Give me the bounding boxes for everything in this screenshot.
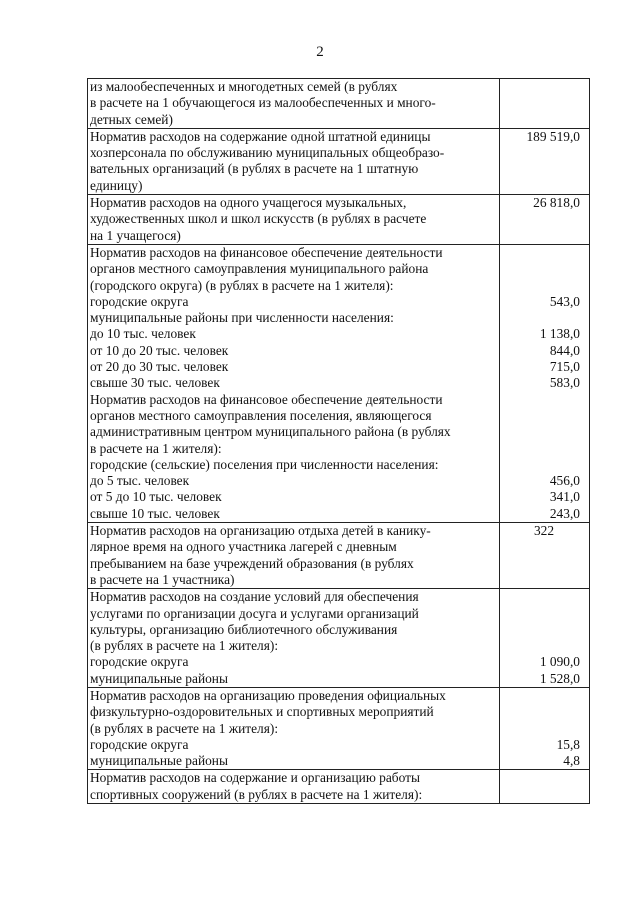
value-line: 583,0 bbox=[549, 375, 580, 391]
description-line: пребыванием на базе учреждений образования (в рублях bbox=[90, 555, 414, 571]
description-line: муниципальные районы bbox=[90, 753, 228, 769]
value-line: 243,0 bbox=[549, 505, 580, 521]
value-line bbox=[502, 79, 586, 95]
description-line: городские округа bbox=[90, 736, 189, 752]
table-row bbox=[88, 687, 590, 769]
norm-value-cell bbox=[500, 244, 590, 522]
page-number: 2 bbox=[316, 44, 324, 60]
description-line: административным центром муниципального района (в рублях bbox=[90, 424, 451, 440]
value-line bbox=[502, 278, 586, 294]
table-row bbox=[88, 79, 590, 129]
description-line: в расчете на 1 участника) bbox=[90, 571, 235, 587]
description-line: до 5 тыс. человек bbox=[90, 473, 190, 489]
description-line: из малообеспеченных и многодетных семей (в рублях bbox=[90, 79, 398, 94]
value-line bbox=[502, 95, 586, 111]
description-line: лярное время на одного участника лагерей с дневным bbox=[90, 539, 397, 555]
description-line: от 20 до 30 тыс. человек bbox=[90, 359, 229, 375]
value-line bbox=[502, 539, 586, 555]
value-line: 4,8 bbox=[563, 753, 580, 769]
norms-table bbox=[87, 78, 590, 804]
value-line bbox=[502, 556, 586, 572]
value-line bbox=[502, 145, 586, 161]
description-line: Норматив расходов на организацию проведения официальных bbox=[90, 687, 446, 703]
value-line bbox=[502, 261, 586, 277]
norm-description-cell bbox=[88, 770, 500, 804]
table-row bbox=[88, 770, 590, 804]
value-line bbox=[502, 245, 586, 261]
value-line: 26 818,0 bbox=[533, 195, 580, 211]
description-line: спортивных сооружений (в рублях в расчете на 1 жителя): bbox=[90, 786, 423, 802]
norm-description-cell bbox=[88, 244, 500, 522]
description-line: Норматив расходов на финансовое обеспечение деятельности bbox=[90, 244, 443, 260]
norm-description-cell bbox=[88, 79, 500, 129]
value-line bbox=[502, 721, 586, 737]
value-line bbox=[502, 424, 586, 440]
table-row bbox=[88, 195, 590, 245]
value-line bbox=[502, 161, 586, 177]
value-line bbox=[502, 638, 586, 654]
value-line bbox=[502, 589, 586, 605]
value-line: 341,0 bbox=[549, 489, 580, 505]
norm-value-cell bbox=[500, 770, 590, 804]
description-line: муниципальные районы bbox=[90, 670, 228, 686]
norm-value-cell bbox=[500, 195, 590, 245]
value-line: 189 519,0 bbox=[526, 128, 580, 144]
description-line: хозперсонала по обслуживанию муниципальных общеобразо- bbox=[90, 145, 445, 161]
description-line: до 10 тыс. человек bbox=[90, 326, 196, 342]
value-line: 456,0 bbox=[549, 473, 580, 489]
value-line bbox=[502, 622, 586, 638]
table-row bbox=[88, 589, 590, 688]
norm-description-cell bbox=[88, 687, 500, 769]
value-line bbox=[502, 392, 586, 408]
norm-value-cell bbox=[500, 589, 590, 688]
value-line bbox=[502, 572, 586, 588]
description-line: (в рублях в расчете на 1 жителя): bbox=[90, 638, 279, 654]
value-line bbox=[502, 770, 586, 786]
norm-description-cell bbox=[88, 128, 500, 194]
value-line: 543,0 bbox=[549, 293, 580, 309]
description-line: услугами по организации досуга и услугами организаций bbox=[90, 605, 419, 621]
value-line bbox=[502, 441, 586, 457]
value-line: 15,8 bbox=[556, 736, 580, 752]
value-line: 1 138,0 bbox=[539, 326, 580, 342]
description-line: от 10 до 20 тыс. человек bbox=[90, 342, 229, 358]
value-line: 844,0 bbox=[549, 342, 580, 358]
description-line: Норматив расходов на финансовое обеспечение деятельности bbox=[90, 391, 443, 407]
description-line: городские (сельские) поселения при численности населения: bbox=[90, 456, 439, 472]
description-line: Норматив расходов на содержание одной штатной единицы bbox=[90, 128, 431, 144]
table-row bbox=[88, 523, 590, 589]
description-line: художественных школ и школ искусств (в рублях в расчете bbox=[90, 211, 427, 227]
norm-description-cell bbox=[88, 589, 500, 688]
description-line: муниципальные районы при численности населения: bbox=[90, 310, 394, 326]
description-line: городские округа bbox=[90, 654, 189, 670]
value-line: 1 090,0 bbox=[539, 654, 580, 670]
norm-value-cell bbox=[500, 79, 590, 129]
value-line bbox=[502, 787, 586, 803]
value-line bbox=[502, 112, 586, 128]
norm-description-cell bbox=[88, 523, 500, 589]
description-line: Норматив расходов на создание условий для обеспечения bbox=[90, 589, 419, 605]
value-line bbox=[502, 310, 586, 326]
description-line: городские округа bbox=[90, 293, 189, 309]
norm-value-cell bbox=[500, 128, 590, 194]
value-line bbox=[502, 688, 586, 704]
description-line: единицу) bbox=[90, 177, 143, 193]
description-line: свыше 30 тыс. человек bbox=[90, 375, 220, 391]
description-line: свыше 10 тыс. человек bbox=[90, 505, 220, 521]
value-line: 322 bbox=[533, 523, 555, 539]
description-line: Норматив расходов на содержание и организацию работы bbox=[90, 770, 420, 786]
value-line: 715,0 bbox=[549, 359, 580, 375]
value-line: 1 528,0 bbox=[539, 670, 580, 686]
norms-table-body bbox=[88, 79, 590, 804]
description-line: органов местного самоуправления поселения, являющегося bbox=[90, 407, 432, 423]
table-row bbox=[88, 128, 590, 194]
value-line bbox=[502, 211, 586, 227]
value-line bbox=[502, 228, 586, 244]
description-line: культуры, организацию библиотечного обслуживания bbox=[90, 621, 398, 637]
value-line bbox=[502, 408, 586, 424]
norm-value-cell bbox=[500, 523, 590, 589]
description-line: в расчете на 1 обучающегося из малообеспеченных и много- bbox=[90, 95, 436, 111]
value-line bbox=[502, 457, 586, 473]
description-line: детных семей) bbox=[90, 111, 173, 127]
value-line bbox=[502, 704, 586, 720]
description-line: (в рублях в расчете на 1 жителя): bbox=[90, 720, 279, 736]
norm-value-cell bbox=[500, 687, 590, 769]
description-line: физкультурно-оздоровительных и спортивных мероприятий bbox=[90, 704, 434, 720]
table-row bbox=[88, 244, 590, 522]
norm-description-cell bbox=[88, 195, 500, 245]
description-line: Норматив расходов на одного учащегося музыкальных, bbox=[90, 195, 407, 211]
value-line bbox=[502, 178, 586, 194]
description-line: Норматив расходов на организацию отдыха детей в канику- bbox=[90, 523, 431, 539]
description-line: вательных организаций (в рублях в расчете на 1 штатную bbox=[90, 161, 419, 177]
description-line: от 5 до 10 тыс. человек bbox=[90, 489, 222, 505]
value-line bbox=[502, 606, 586, 622]
description-line: органов местного самоуправления муниципального района bbox=[90, 261, 429, 277]
description-line: в расчете на 1 жителя): bbox=[90, 440, 222, 456]
description-line: на 1 учащегося) bbox=[90, 227, 181, 243]
description-line: (городского округа) (в рублях в расчете на 1 жителя): bbox=[90, 277, 394, 293]
